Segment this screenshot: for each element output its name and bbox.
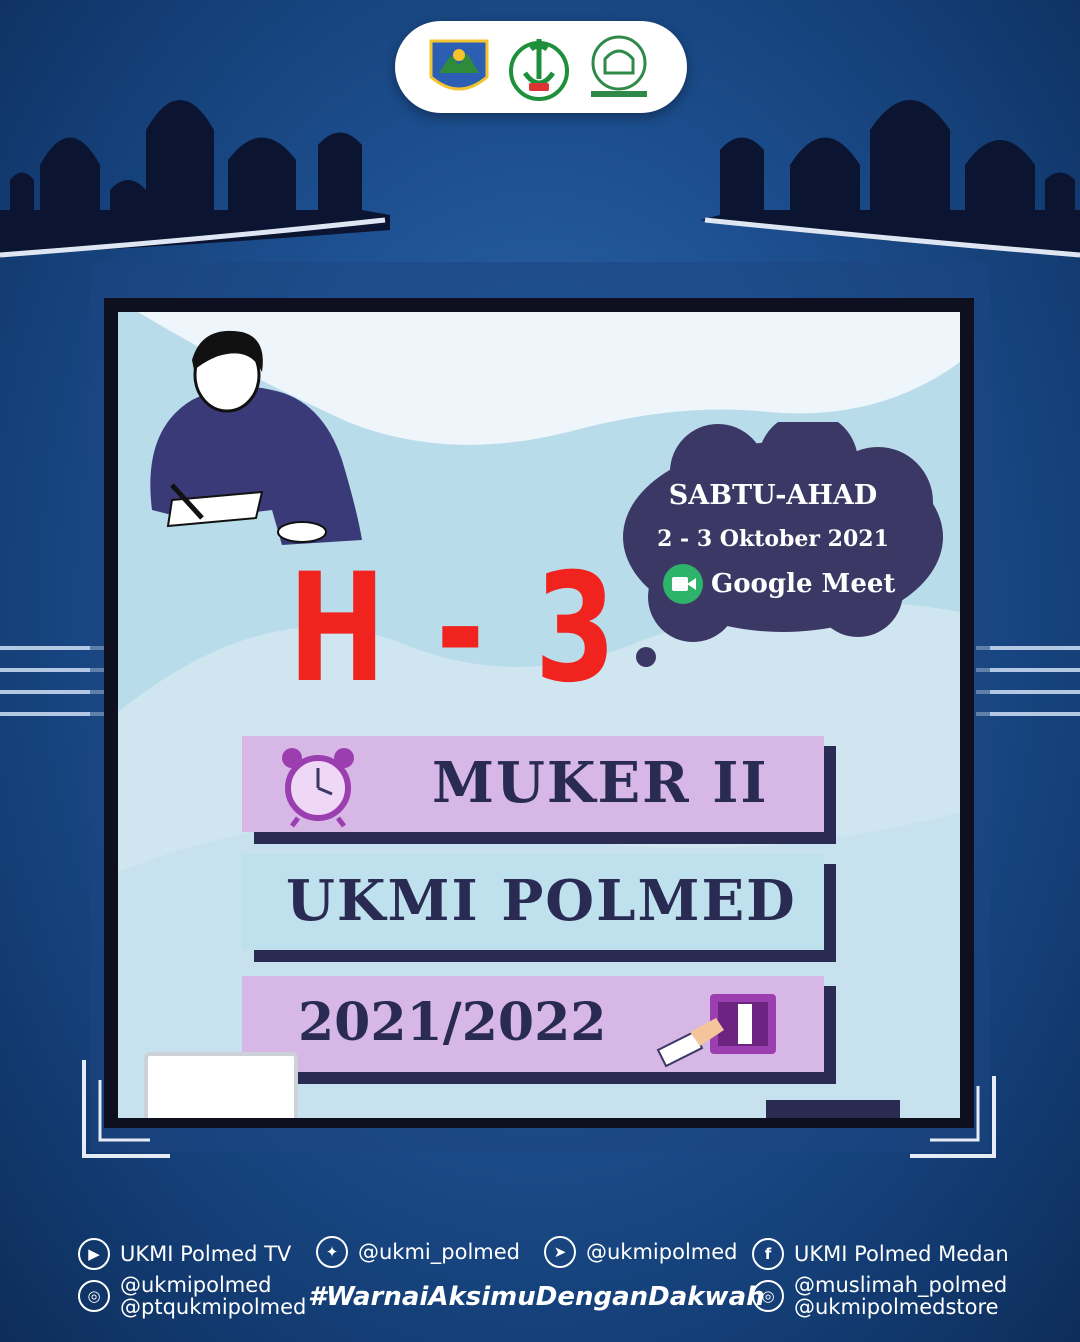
event-platform-label: Google Meet	[711, 569, 896, 599]
deco-line	[976, 646, 1080, 650]
instagram-icon: ◎	[78, 1280, 110, 1312]
footer-telegram-label: @ukmipolmed	[586, 1240, 738, 1264]
laptop-screen	[144, 1052, 298, 1118]
footer-youtube[interactable]	[78, 1238, 291, 1270]
footer-telegram[interactable]	[544, 1236, 737, 1268]
deco-line	[976, 690, 1080, 694]
deco-line	[0, 668, 104, 672]
google-meet-icon	[663, 564, 703, 604]
alarm-clock-icon	[278, 742, 358, 828]
countdown-label: H - 3	[288, 542, 621, 716]
ukmi-logo	[583, 33, 655, 101]
deco-line	[0, 690, 104, 694]
polmed-logo	[425, 33, 493, 101]
event-days: SABTU-AHAD	[668, 480, 878, 511]
book-stack	[766, 1100, 900, 1118]
footer-instagram-right[interactable]	[752, 1274, 1007, 1318]
footer-instagram-left-1: @ukmipolmed	[120, 1273, 272, 1297]
deco-line	[976, 668, 1080, 672]
footer-instagram-left[interactable]	[78, 1274, 306, 1318]
footer-facebook[interactable]	[752, 1238, 1009, 1270]
logo-pill	[395, 21, 687, 113]
footer-twitter-label: @ukmi_polmed	[358, 1240, 520, 1264]
footer-instagram-right-1: @muslimah_polmed	[794, 1273, 1008, 1297]
event-platform	[663, 564, 895, 604]
footer-instagram-right-2: @ukmipolmedstore	[794, 1295, 999, 1319]
instagram-icon: ◎	[752, 1280, 784, 1312]
man-writing-illustration	[132, 320, 372, 560]
footer-hashtag: #WarnaiAksimuDenganDakwah	[308, 1282, 765, 1312]
poster-artwork	[118, 312, 960, 1118]
footer-youtube-label: UKMI Polmed TV	[120, 1242, 292, 1266]
footer-facebook-label: UKMI Polmed Medan	[794, 1242, 1009, 1266]
deco-line	[0, 712, 104, 716]
twitter-icon: ✦	[316, 1236, 348, 1268]
banner-muker-text: MUKER II	[432, 750, 769, 816]
banner-ukmi-text: UKMI POLMED	[286, 868, 797, 934]
footer-instagram-left-2: @ptqukmipolmed	[120, 1295, 307, 1319]
youtube-icon: ▶	[78, 1238, 110, 1270]
ballot-box-icon	[654, 988, 784, 1068]
facebook-icon: f	[752, 1238, 784, 1270]
deco-line	[0, 646, 104, 650]
event-date: 2 - 3 Oktober 2021	[657, 526, 889, 552]
banner-year-text: 2021/2022	[298, 992, 607, 1053]
telegram-icon: ➤	[544, 1236, 576, 1268]
mosque-silhouette-left	[0, 70, 390, 260]
deco-line	[976, 712, 1080, 716]
mosque-silhouette-right	[700, 70, 1080, 260]
footer-twitter[interactable]	[316, 1236, 520, 1268]
fsldk-logo	[507, 29, 571, 105]
